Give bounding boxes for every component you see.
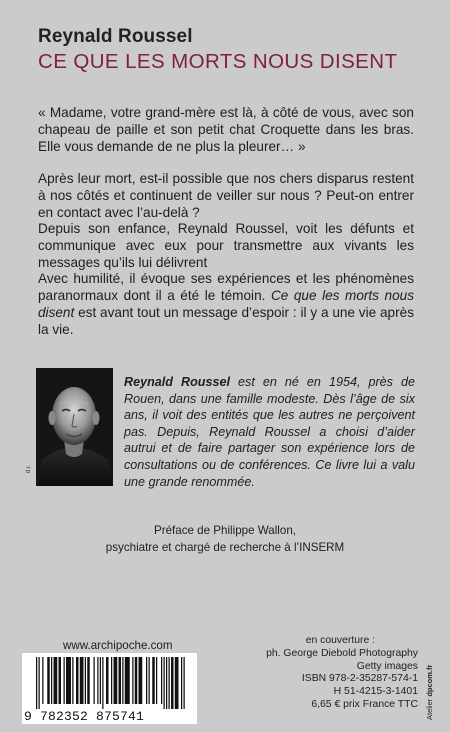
barcode-bar [76, 657, 79, 704]
barcode-bar [122, 657, 123, 704]
printer-credit [425, 665, 434, 720]
book-title: CE QUE LES MORTS NOUS DISENT [38, 50, 398, 73]
barcode-bar [175, 657, 179, 709]
barcode-bar [149, 657, 150, 704]
price-label: 6,65 € prix France TTC [311, 698, 418, 710]
barcode-bar [139, 657, 143, 704]
barcode-bar [36, 657, 37, 709]
barcode-bar [111, 657, 112, 704]
barcode-bar [72, 657, 73, 704]
barcode-bar [166, 657, 167, 709]
barcode-bar [39, 657, 40, 709]
barcode-bars [36, 657, 186, 709]
barcode-bar [47, 657, 50, 704]
barcode-bar [64, 657, 65, 704]
barcode-bar [156, 657, 157, 704]
isbn-barcode [22, 653, 197, 724]
barcode-bar [135, 657, 138, 704]
author-photo [36, 368, 113, 486]
barcode-bar [85, 657, 86, 704]
cover-agency: Getty images [356, 660, 418, 672]
barcode-bar [184, 657, 185, 709]
barcode-bar [66, 657, 71, 704]
barcode-bar [152, 657, 155, 704]
publisher-website: www.archipoche.com [63, 639, 173, 652]
barcode-bar [164, 657, 165, 709]
bio-author-name: Reynald Roussel [124, 375, 231, 389]
barcode-bar [146, 657, 147, 704]
barcode-bar [51, 657, 52, 704]
barcode-bar [106, 657, 109, 704]
barcode-bar [94, 657, 95, 704]
cover-photo-credit: ph. George Diebold Photography [266, 647, 418, 659]
question-paragraph: Après leur mort, est-il possible que nos chers disparus restent à nos côtés et continuent de veiller sur nous ? Peut-on entrer en contact avec l’au-delà ? [38, 171, 414, 220]
barcode-bar [97, 657, 98, 704]
preface-line-2: psychiatre et chargé de recherche à l’INSERM [105, 540, 345, 554]
barcode-bar [102, 657, 103, 709]
isbn-number: ISBN 978-2-35287-574-1 [301, 673, 418, 685]
barcode-bar [42, 657, 43, 704]
childhood-paragraph: Depuis son enfance, Reynald Roussel, voit les défunts et communique avec eux pour transmettre aux vivants les messages qu’ils lui délivrent [38, 221, 414, 270]
author-name: Reynald Roussel [38, 26, 193, 47]
barcode-bar [100, 657, 101, 704]
printer-prefix: Atelier [425, 696, 434, 720]
barcode-bar [54, 657, 58, 704]
barcode-bar [119, 657, 122, 704]
product-code: H 51-4215-3-1401 [333, 686, 418, 698]
printer-name: dpcom.fr [425, 664, 434, 697]
barcode-bar [125, 657, 130, 704]
barcode-bar [161, 657, 162, 704]
barcode-bar [114, 657, 118, 704]
bio-text: est en né en 1954, près de Rouen, dans une famille modeste. Dès l’âge de six ans, il voit des entités que les autres ne perçoivent pas. Depuis, Reynald Roussel a choisi d’aider autrui et de faire partager son expérience lors de consultations ou de conférences. Ce livre lui a valu une grande renommée. [124, 375, 416, 489]
barcode-bar [59, 657, 62, 704]
summary-text-end: est avant tout un message d’espoir : il y a une vie après la vie. [38, 305, 414, 337]
barcode-bar [132, 657, 133, 704]
barcode-bar [169, 657, 170, 709]
summary-book-title: Ce que les morts nous disent [38, 288, 414, 320]
barcode-bar [87, 657, 90, 704]
preface-credit [0, 523, 450, 556]
author-bio [124, 374, 415, 490]
barcode-bar [181, 657, 182, 709]
barcode-bar [171, 657, 174, 709]
barcode-bar [80, 657, 84, 704]
summary-paragraph [38, 270, 414, 338]
cover-label: en couverture : [305, 635, 375, 646]
barcode-digits: 9 782352 875741 [24, 709, 145, 724]
summary-text-start: Avec humilité, il évoque ses expériences et les phénomènes paranormaux dont il a été le témoin. [38, 271, 414, 303]
quote-paragraph: « Madame, votre grand-mère est là, à côté de vous, avec son chapeau de paille et son petit chat Croquette dans les bras. Elle vous demande de ne plus la pleurer… » [38, 105, 414, 154]
photo-credit-label: d.r. [26, 464, 32, 473]
cover-credits [266, 635, 418, 712]
preface-line-1: Préface de Philippe Wallon, [154, 524, 296, 537]
